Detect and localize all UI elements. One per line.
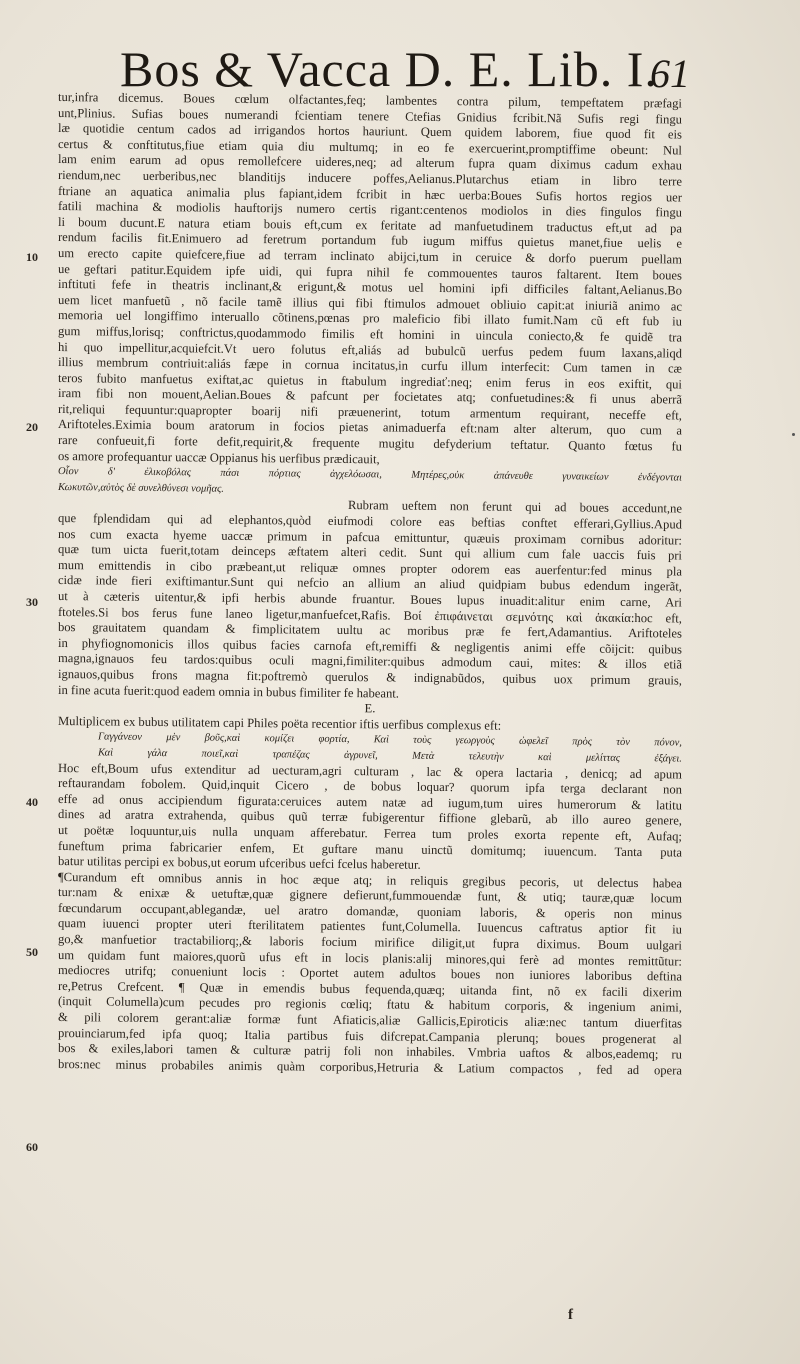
text-line: rendum facilis fit.Enimuero ad feretrum portandum fub iugum miffus quietus manet,fiue uelis e <box>57 230 683 251</box>
line-number: 60 <box>26 1140 38 1154</box>
text-line: re,Petrus Crefcent. ¶ Quæ in emendis bubus fequenda,quæq; uitanda fint, nõ ex facili dixerim <box>57 978 683 1000</box>
text-line: ignauos,quibus frons magna fit:poftremò querulos & indignabũdos, quibus uox primum grauis, <box>57 666 683 688</box>
text-line: quam iuuenci propter uteri fterilitatem patientes funt,Columella. Iuuencus caftratus aptior fit iu <box>57 916 683 938</box>
text-line: rare confueuit,fi forte defit,requirit,& frequente mugitu defyderium teftatur. Quanto fœtus fu <box>57 433 683 454</box>
ink-speck <box>792 433 795 436</box>
text-line: reftaurandam fobolem. Quid,inquit Cicero , de bobus loquar? quorum ipfa terga declarant non <box>57 776 683 797</box>
text-line: effe ad onus accipiendum figurata:ceruices autem natæ ad iugum,tum uires humerorum & latitu <box>57 791 683 813</box>
text-line: lam enim earum ad opus remollefcere uideres,neq; ad alterum fupra quam diximus cadum exhau <box>57 152 683 173</box>
text-line: go,& manfuetior tractabiliorq;,& laboris focium mirifice diligit,ut fupra diximus. Boum uulgari <box>57 932 683 953</box>
text-line: gum miffus,lorisq; conftrictus,quodammodo fimilis eft homini in uincula coniecto,& fe quidẽ tra <box>57 323 683 345</box>
line-number: 30 <box>26 595 38 609</box>
text-line: uem licet manfuetũ , nõ facile tamẽ illius qui fibi ftimulos admouet obliuio capit:at iniuriã animo ac <box>57 292 683 314</box>
text-line: teros fubito manfuetus exiftat,ac quietus in ftabulum ingrediať:neq; enim ferus in eos exiftit, qui <box>57 370 683 392</box>
text-line: rit,reliqui fequuntur:quapropter boarij nifi præuenerint, totum armentum requirant, neceffe eft, <box>57 401 683 423</box>
running-title: Bos & Vacca D. E. Lib. I. <box>120 41 658 97</box>
text-line: magna,ignauos feu tardos:quibus oculi magni,fimiliter:quibus admodum caui, mites: & illos etiã <box>57 651 683 672</box>
text-line: cidæ inde fieri exiftimantur.Sunt qui nefcio an allium an aliud quidpiam bubus edendum ingerãt, <box>57 573 683 594</box>
text-line: fœcundarum occupant,ablegandæ, uel aratro domandæ, quoniam laboris, & operis non minus <box>57 900 683 922</box>
text-line: ut poëtæ loquuntur,uis nulla unquam afferebatur. Ferrea tum proles exorta repente eft, Aufaq; <box>57 822 683 844</box>
text-line: dines ad aratra extrahenda, quibus quũ terræ fubigerentur fiffione glebarũ, ab illo aureo genere, <box>57 807 683 828</box>
text-line: in fine acuta fuerit:quod eadem omnia in bubus fimiliter fe habeant. <box>57 682 400 701</box>
text-line: (inquit Columella)cum pecudes pro regionis cœliq; ftatu & habitum corporis, & ingenium animi, <box>57 994 683 1015</box>
text-line: ut à cæteris uitentur,& ipfi herbis abunde fruantur. Boues lupus inuadit:alitur enim carne, Ari <box>57 589 683 610</box>
text-line: tur:nam & enixæ & uetuftæ,quæ gignere defierunt,fummouendæ funt, & utiq; tauræ,quæ locum <box>57 885 683 906</box>
line-number: 10 <box>26 250 38 264</box>
greek-verse-line: Οἶον δ' ἐλικοβόλας πάσι πόρτιας ἀγχελόωσαι, Μητέρες,οὐκ ἀπάνευθε γυναικείων ἐνδέγονται <box>57 466 683 484</box>
line-number: 40 <box>26 795 38 809</box>
text-line: tur,infra dicemus. Boues cœlum olfactantes,feq; lambentes contra pilum, tempeftatem præfagi <box>57 90 683 111</box>
text-line: ftriane an aquatica animalia plus fapiant,idem fcribit in hæc uerba:Boues Sufis hortos regios uer <box>57 183 683 205</box>
line-number-margin <box>26 90 56 1290</box>
text-line: Ariftoteles.Eximia boum aratorum in focios pietas animaduerfa eft:nam alter alterum, quo cum a <box>57 417 683 439</box>
text-line: li boum ducunt.E natura etiam bouis eft,cum ex feritate ad manfuetudinem traductus eft,ut ad pa <box>57 214 683 236</box>
text-line: Hoc eft,Boum ufus extenditur ad uecturam,agri culturam , lac & opera lactaria , denicq; ad apum <box>57 760 683 782</box>
text-line: bos grauitatem quandam & fimplicitatem uultu ac moribus præ fe fert,Adamantius. Ariftoteles <box>57 620 683 641</box>
text-line: nos cum exacta hyeme uaccæ primum in pafcua emittuntur, quæuis proximam cornibus adoritur: <box>57 526 683 548</box>
text-line: inftituti fefe in theatris inclinant,& erigunt,& motus uel homini ipfi difficiles faltant,Aelianus.Bo <box>57 277 683 298</box>
text-line: bos & exiles,labori tamen & culturæ patrij foli non inhabiles. Vmbria uaftos & albos,eademq; ru <box>57 1041 683 1062</box>
greek-verse-line: Κωκυτῶν,αὐτὸς δὲ συνελθύνεσι νομῆας. <box>57 481 224 495</box>
text-line: certus & conftitutus,fiue etiam quia diu multumq; in eo fe exercuerint,promptiffime obeunt: Nul <box>57 136 683 158</box>
text-line: ftoteles.Si bos ferus fune laneo ligetur,manfuefcet,Rafis. Βοί ἐπιφάινεται σεμνότης καὶ ἀκακία:hoc eft, <box>57 604 683 626</box>
text-line: um erecto capite quiefcere,fiue ad terram inclinato abijci,tum in ceruice & dorfo puerum puellam <box>57 245 683 267</box>
greek-verse-line: Καὶ γάλα ποιεῖ,καὶ τραπέζας ἀγρυνεῖ, Μετὰ τελευτὴν καὶ μελίττας ἐξάγει. <box>97 747 683 765</box>
text-line: ue geftari patitur.Equidem ipfe uidi, qui fupra nihil fe commouentes tauros faltarent. Item boues <box>57 261 683 283</box>
text-line: & pili colorem gerant:aliæ formæ funt Afiaticis,aliæ Gallicis,Epiroticis aliæ:nec tantum diuerfitas <box>57 1010 683 1031</box>
line-number: 20 <box>26 420 38 434</box>
line-number: 50 <box>26 945 38 959</box>
text-line: iram fibi non mouent,Aelian.Boues & pafcunt per focietates atq; confuetudines:& fi unus aberrã <box>57 386 683 407</box>
text-line: Rubram ueftem non ferunt qui ad boues accedunt,ne <box>347 498 683 516</box>
text-line: batur utilitas percipi ex bobus,ut eorum ufceribus uefci fcelus haberetur. <box>57 854 421 872</box>
text-line: que fplendidam qui ad elephantos,quòd eiufmodi colore eas beftias conftet efferari,Gyllius.Apud <box>57 511 683 532</box>
text-line: funeftum prima fabricarier enfem, Et guftare manu uinctũ domitumq; iuuencum. Tanta puta <box>57 838 683 860</box>
text-line: os amore profequantur uaccæ Oppianus his uerfibus prædicauit, <box>57 448 380 467</box>
text-line: fatili machina & modiolis hauftorijs numero certis rigant:centenos modiolos in dies fingulos fingu <box>57 199 683 220</box>
text-line: um quidam funt maiores,quorũ ufus eft in locis planis:alij minores,qui ferè ad montes remittũtur: <box>57 947 683 969</box>
text-line: memoria uel longiffimo interuallo cõtinens,pœnas pro maleficio fibi illato fumit.Nam cũ eft fub iu <box>57 308 683 329</box>
text-line: mediocres utrifq; conueniunt locis : Oportet autem adultos boues non iuniores laboribus deftina <box>57 963 683 984</box>
text-line: hi quo impellitur,acquiefcit.Vt uero folutus eft,aliás ad bubulcũ uerfus pedem fuum laxans,aliqd <box>57 339 683 361</box>
body-text <box>57 90 683 1078</box>
text-line: illius membrum contriuit:aliás fæpe in cornua incitatus,in curfu illum interfecit: Cum tamen in cæ <box>57 355 683 376</box>
text-line: ¶Curandum eft omnibus annis in hoc æque atq; in reliquis gregibus pecoris, ut delectus habea <box>57 869 683 891</box>
signature-mark: f <box>568 1307 573 1323</box>
text-line: bros:nec minus probabiles animis quàm corporibus,Hetruria & Latium compactos , fed ad opera <box>57 1056 683 1078</box>
greek-verse-line: Γαγγάνεον μὲν βοῦς,καὶ κομίζει φορτία, Καὶ τοὺς γεωργοὺς ὠφελεῖ πρὸς τὸν πόνον, <box>97 731 683 749</box>
text-line: læ quotidie centum cados ad irrigandos hortos hauriunt. Quem quidem laborem, fiue quod fit eis <box>57 121 683 142</box>
text-line: unt,Plinius. Sufias boues numerandi fcientiam tenere Ctefias Gnidius fcribit.Nã Sufis regi fingu <box>57 105 683 127</box>
text-line: prouinciarum,fed ipfa quoq; Italia partibus fuis difcrepat.Campania plerunq; boues progenerat al <box>57 1025 683 1047</box>
text-line: quæ tum uicta fuerit,totam deinceps æftatem alteri cedit. Sunt qui allium cum fale uaccis fuis pri <box>57 542 683 563</box>
text-line: in phyfiognomonicis illos quibus facies carnofa eft,remiffi & negligentis animi effe cõijcit: quibus <box>57 635 683 657</box>
text-line: riendum,nec uerberibus,nec blanditijs inducere poffes,Aelianus.Plutarchus etiam in libro terre <box>57 167 683 189</box>
text-line: mum emittendis in cibo præbeant,ut reliquæ omnes propter odorem eas auerfentur:fed minus pla <box>57 557 683 579</box>
folio-number: 61 <box>650 51 690 96</box>
text-line: Multiplicem ex bubus utilitatem capi Philes poëta recentior iftis uerfibus complexus eft: <box>57 713 502 733</box>
section-letter: E. <box>364 701 376 716</box>
